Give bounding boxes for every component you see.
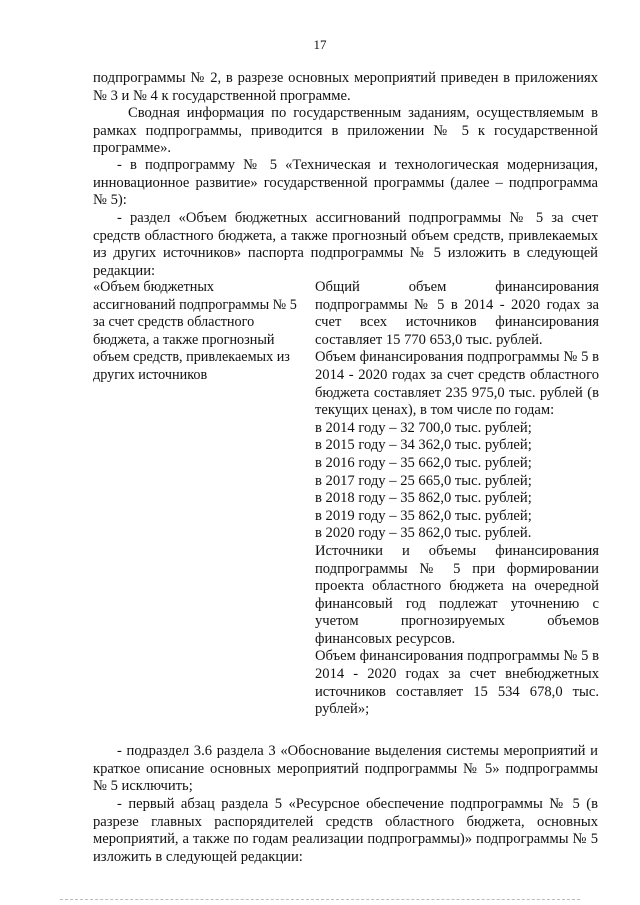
year-line: в 2020 году – 35 862,0 тыс. рублей. [315, 525, 532, 542]
table-left-cell: «Объем бюджетных ассигнований подпрограммы № 5 за счет средств областного бюджета, а также прогнозный объем средств, привлекаемых из других источников [93, 279, 297, 383]
year-line: в 2015 году – 34 362,0 тыс. рублей; [315, 437, 532, 454]
external-financing: Объем финансирования подпрограммы № 5 в 2014 - 2020 годах за счет внебюджетных источников составляет 15 534 678,0 тыс. рублей»; [315, 648, 599, 718]
year-line: в 2014 году – 32 700,0 тыс. рублей; [315, 419, 532, 436]
paragraph-budget-section-edit: - раздел «Объем бюджетных ассигнований подпрограммы № 5 за счет средств областного бюджета, а также прогнозный объем средств, привлекаемых из других источников» паспорта подпрограммы № 5 изложить в следующей редакции: [93, 210, 598, 279]
year-line: в 2019 году – 35 862,0 тыс. рублей; [315, 507, 532, 524]
paragraph-exclude-subsection: - подраздел 3.6 раздела 3 «Обоснование выделения системы мероприятий и краткое описание основных мероприятий подпрограммы № 5» подпрограммы № 5 исключить; [93, 743, 598, 795]
paragraph-subprogram-5-intro: - в подпрограмму № 5 «Техническая и технологическая модернизация, инновационное развитие» государственной программы (далее – подпрограмма № 5): [93, 157, 598, 209]
year-line: в 2017 году – 25 665,0 тыс. рублей; [315, 472, 532, 489]
passport-table [93, 279, 600, 734]
table-right-cell [315, 279, 599, 719]
sources-note: Источники и объемы финансирования подпрограммы № 5 при формировании проекта областного бюджета на очередной финансовый год подлежат уточнению с учетом прогнозируемых объемов финансовых ресурсов. [315, 542, 599, 647]
year-line: в 2016 году – 35 662,0 тыс. рублей; [315, 454, 532, 471]
page-edge-divider [60, 899, 580, 900]
paragraph-summary-info: Сводная информация по государственным заданиям, осуществляемым в рамках подпрограммы, приводится в приложении № 5 к государственной программе». [93, 105, 598, 157]
paragraph-resource-section-edit: - первый абзац раздела 5 «Ресурсное обеспечение подпрограммы № 5 (в разрезе главных распорядителей средств областного бюджета, основных мероприятий, а также по годам реализации подпрограммы)» подпрограммы № 5 изложить в следующей редакции: [93, 796, 598, 865]
year-line: в 2018 году – 35 862,0 тыс. рублей; [315, 490, 532, 507]
total-financing: Общий объем финансирования подпрограммы № 5 в 2014 - 2020 годах за счет всех источников финансирования составляет 15 770 653,0 тыс. рублей. [315, 279, 599, 348]
paragraph-continuation: подпрограммы № 2, в разрезе основных мероприятий приведен в приложениях № 3 и № 4 к государственной программе. [93, 70, 598, 104]
page-number: 17 [313, 37, 327, 52]
regional-financing: Объем финансирования подпрограммы № 5 в 2014 - 2020 годах за счет средств областного бюджета составляет 235 975,0 тыс. рублей (в текущих ценах), в том числе по годам: [315, 349, 599, 419]
